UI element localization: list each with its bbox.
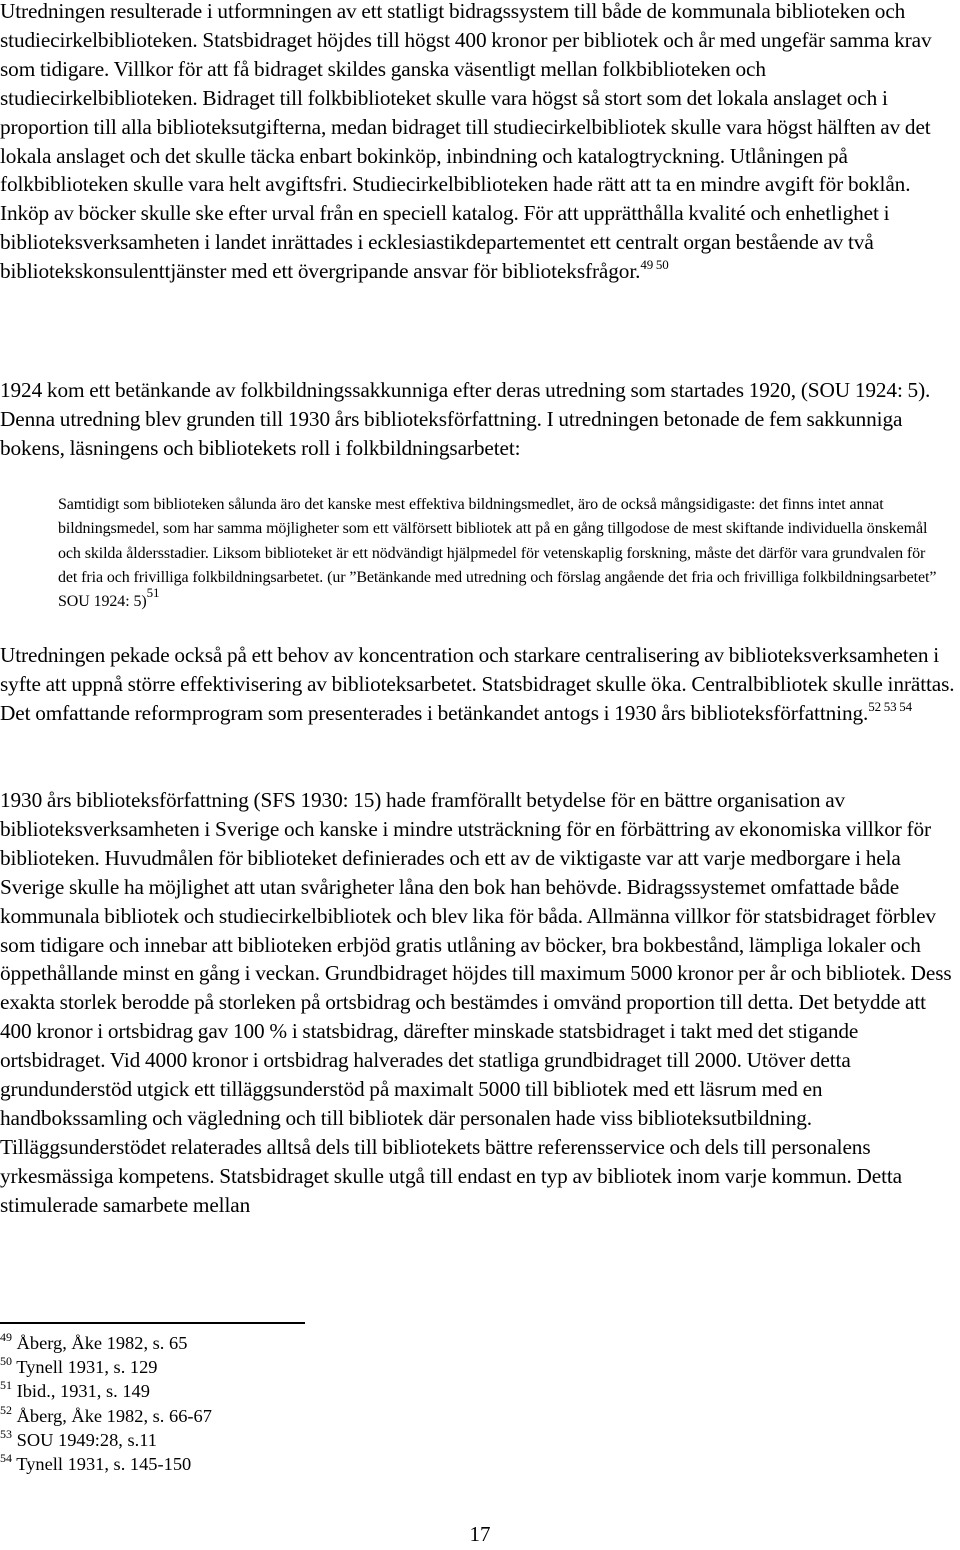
footnote-separator [0,1322,305,1324]
paragraph-betankande-1924 [0,376,958,463]
paragraph-text: 1924 kom ett betänkande av folkbildningssakkunniga efter deras utredning som startades 1920, (SOU 1924: 5). Denna utredning blev grunden till 1930 års biblioteksförfattning. I utredningen betonade de fem sakkunniga bokens, läsningens och bibliotekets roll i folkbildningsarbetet: [0,378,931,460]
footnote-text: Ibid., 1931, s. 149 [16,1381,150,1402]
footnote-item [0,1452,500,1476]
footnote-text: Åberg, Åke 1982, s. 65 [16,1333,188,1353]
footnote-item [0,1331,500,1355]
block-quote [58,493,938,614]
footnote-item [0,1428,500,1452]
footnote-item [0,1355,500,1379]
footnote-ref: 51 [146,585,160,601]
footnote-item [0,1379,500,1403]
page-number: 17 [469,1522,491,1546]
paragraph-text: Utredningen pekade också på ett behov av koncentration och starkare centralisering av biblioteksverksamheten i syfte att uppnå större effektivisering av biblioteksarbetet. Statsbidraget skulle öka. Centralbibliotek skulle inrättas. Det omfattande reformprogram som presenterades i betänkandet antogs i 1930 års biblioteksförfattning. [0,643,955,725]
footnote-number: 53 [0,1426,12,1441]
footnote-text: SOU 1949:28, s.11 [16,1429,157,1450]
paragraph-centralisering [0,641,958,728]
paragraph-statsbidrag-1921 [0,0,958,286]
paragraph-forfattning-1930 [0,786,958,1220]
footnote-ref: 52 53 54 [868,698,912,714]
footnote-ref: 49 50 [640,257,669,273]
footnote-text: Åberg, Åke 1982, s. 66-67 [16,1405,212,1426]
footnotes [0,1331,500,1476]
footnote-number: 49 [0,1330,12,1344]
footnote-text: Tynell 1931, s. 129 [16,1357,158,1378]
footnote-item [0,1404,500,1428]
footnote-number: 50 [0,1354,12,1369]
footnote-number: 52 [0,1402,12,1417]
footnote-number: 54 [0,1451,12,1466]
paragraph-text: Utredningen resulterade i utformningen av ett statligt bidragssystem till både de kommunala biblioteken och studiecirkelbiblioteken. Statsbidraget höjdes till högst 400 kronor per bibliotek och år med ungefär samma krav som tidigare. Villkor för att få bidraget skildes ganska väsentligt mellan folkbiblioteken och studiecirkelbiblioteken. Bidraget till folkbiblioteket skulle vara högst så stort som det lokala anslaget och i proportion till alla biblioteksutgifterna, medan bidraget till studiecirkelbibliotek skulle vara högst hälften av det lokala anslaget och det skulle täcka enbart bokinköp, inbindning och katalogtryckning. Utlåningen på folkbiblioteken skulle vara helt avgiftsfri. Studiecirkelbiblioteken hade rätt att ta en mindre avgift för boklån. Inköp av böcker skulle ske efter urval från en speciell katalog. För att upprätthålla kvalité och enhetlighet i biblioteksverksamheten i landet inrättades i ecklesiastikdepartementet ett centralt organ bestående av två bibliotekskonsulenttjänster med ett övergripande ansvar för biblioteksfrågor. [0,0,932,284]
quote-text: Samtidigt som biblioteken sålunda äro det kanske mest effektiva bildningsmedlet, äro de också mångsidigaste: det finns intet annat bildningsmedel, som har samma möjligheter som ett välförsett bibliotek att på en gång tillgodose de mest skiftande individuella önskemål och skilda åldersstadier. Liksom biblioteket är ett nödvändigt hjälpmedel för vetenskaplig forskning, måste det därför vara grundvalen för det fria och frivilliga folkbildningsarbetet. (ur ”Betänkande med utredning och förslag angående det fria och frivilliga folkbildningsarbetet” SOU 1924: 5) [58,496,937,611]
paragraph-text: 1930 års biblioteksförfattning (SFS 1930: 15) hade framförallt betydelse för en bättre organisation av biblioteksverksamheten i Sverige och kanske i mindre utsträckning för en förbättring av ekonomiska villkor för biblioteken. Huvudmålen för biblioteket definierades och ett av de viktigaste var att varje medborgare i hela Sverige skulle ha möjlighet att utan svårigheter låna den bok han behövde. Bidragssystemet omfattade både kommunala bibliotek och studiecirkelbibliotek och blev lika för båda. Allmänna villkor för statsbidraget förblev som tidigare och innebar att biblioteken erbjöd gratis utlåning av böcker, bra bokbestånd, lämpliga lokaler och öppethållande minst en gång i veckan. Grundbidraget höjdes till maximum 5000 kronor per år och bibliotek. Dess exakta storlek berodde på storleken på ortsbidrag och bestämdes i omvänd proportion till detta. Det betydde att 400 kronor i ortsbidrag gav 100 % i statsbidrag, därefter minskade statsbidraget i takt med det stigande ortsbidraget. Vid 4000 kronor i ortsbidrag halverades det statliga grundbidraget till 2000. Utöver detta grundunderstöd utgick ett tilläggsunderstöd på maximalt 5000 till bibliotek med ett läsrum med en handbokssamling och vägledning och till bibliotek där personalen hade viss biblioteksutbildning. Tilläggsunderstödet relaterades alltså dels till bibliotekets bättre referensservice och dels till personalens yrkesmässiga kompetens. Statsbidraget skulle utgå till endast en typ av bibliotek inom varje kommun. Detta stimulerade samarbete mellan [0,788,952,1217]
footnote-number: 51 [0,1378,12,1393]
footnote-text: Tynell 1931, s. 145-150 [16,1454,192,1475]
